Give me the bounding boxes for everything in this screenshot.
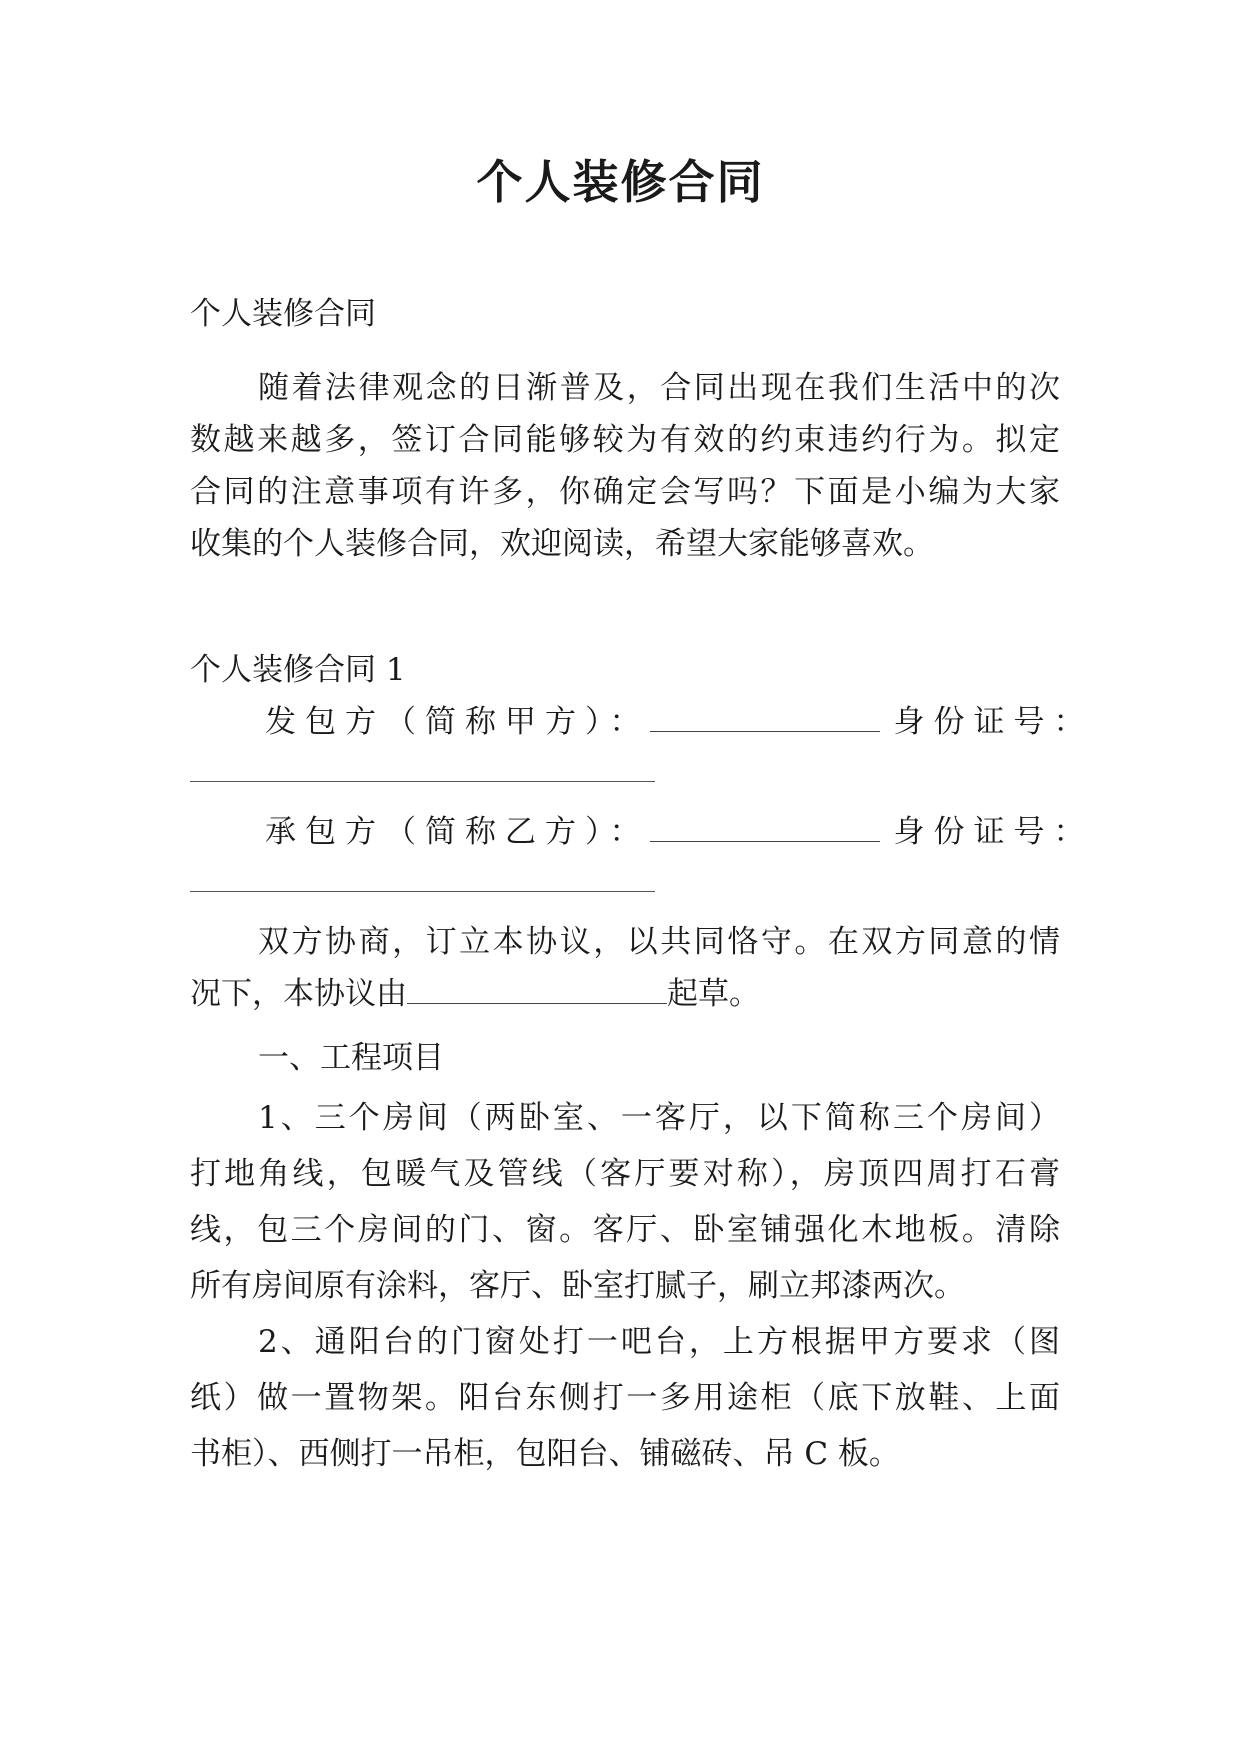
clause1-line-4: 所有房间原有涂料，客厅、卧室打腻子，刷立邦漆两次。 [190, 1268, 965, 1304]
agreement-text-end: 起草。 [667, 976, 760, 1012]
party-b-row [265, 812, 1094, 852]
section-heading: 个人装修合同 1 [190, 652, 406, 688]
intro-line-3: 合同的注意事项有许多，你确定会写吗？下面是小编为大家 [190, 474, 1060, 510]
clause1-line-3: 线，包三个房间的门、窗。客厅、卧室铺强化木地板。清除 [190, 1212, 1060, 1248]
document-subtitle: 个人装修合同 [190, 296, 376, 332]
agreement-line-2 [190, 974, 1060, 1014]
party-b-label: 承包方（简称乙方）： [265, 814, 650, 850]
party-a-label: 发包方（简称甲方）： [265, 704, 650, 740]
party-a-row [265, 702, 1094, 742]
intro-line-1: 随着法律观念的日渐普及，合同出现在我们生活中的次 [258, 370, 1060, 406]
party-a-id-label: 身份证号： [893, 704, 1094, 740]
party-b-id-blank [190, 891, 655, 892]
clause2-line-1: 2、通阳台的门窗处打一吧台，上方根据甲方要求（图 [258, 1324, 1060, 1360]
clause1-line-1: 1、三个房间（两卧室、一客厅，以下简称三个房间） [258, 1100, 1060, 1136]
clause2-line-3: 书柜）、西侧打一吊柜，包阳台、铺磁砖、吊 C 板。 [190, 1436, 900, 1472]
party-a-id-blank [190, 781, 655, 782]
clause2-line-2: 纸）做一置物架。阳台东侧打一多用途柜（底下放鞋、上面 [190, 1380, 1060, 1416]
agreement-text-start: 况下，本协议由 [190, 976, 407, 1012]
party-b-name-blank [650, 815, 880, 842]
drafter-blank [407, 977, 667, 1004]
document-title: 个人装修合同 [476, 155, 765, 209]
clause-heading: 一、工程项目 [258, 1040, 444, 1076]
agreement-line-1: 双方协商，订立本协议，以共同恪守。在双方同意的情 [258, 924, 1060, 960]
intro-line-4: 收集的个人装修合同，欢迎阅读，希望大家能够喜欢。 [190, 526, 934, 562]
party-b-id-label: 身份证号： [893, 814, 1094, 850]
intro-line-2: 数越来越多，签订合同能够较为有效的约束违约行为。拟定 [190, 422, 1060, 458]
clause1-line-2: 打地角线，包暖气及管线（客厅要对称），房顶四周打石膏 [190, 1156, 1060, 1192]
party-a-name-blank [650, 705, 880, 732]
